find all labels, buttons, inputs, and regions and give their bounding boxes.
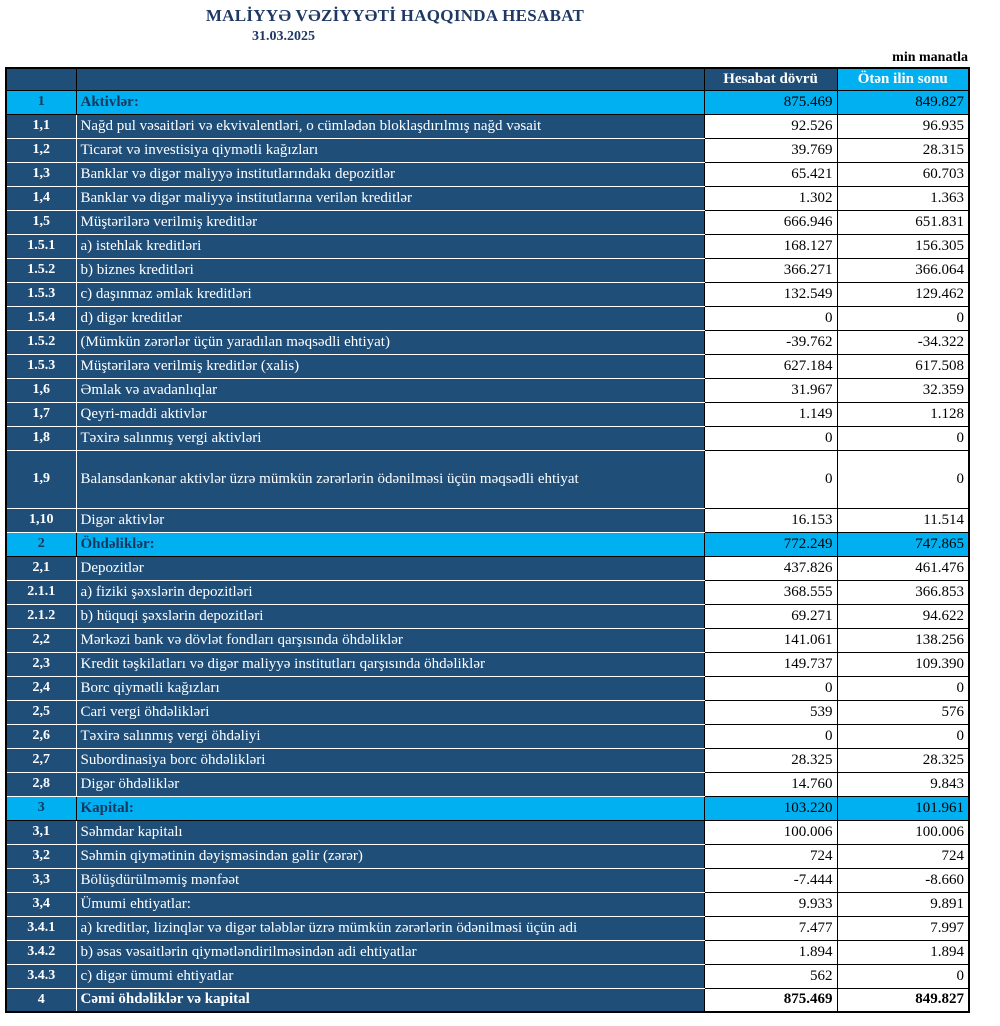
table-row: [6, 354, 969, 378]
report-date: 31.03.2025: [252, 29, 315, 44]
row-value-previous: 9.891: [837, 892, 969, 916]
table-row: [6, 234, 969, 258]
row-code: 3: [6, 796, 76, 820]
row-label: Kapital:: [76, 796, 704, 820]
row-label: Digər aktivlər: [76, 508, 704, 532]
row-label: c) digər ümumi ehtiyatlar: [76, 964, 704, 988]
row-code: 2.1.2: [6, 604, 76, 628]
row-value-previous: 747.865: [837, 532, 969, 556]
row-value-current: 1.149: [704, 402, 837, 426]
row-value-current: 69.271: [704, 604, 837, 628]
row-value-previous: 366.853: [837, 580, 969, 604]
row-code: 3.4.3: [6, 964, 76, 988]
row-code: 1,5: [6, 210, 76, 234]
table-row: [6, 724, 969, 748]
row-label: Əmlak və avadanlıqlar: [76, 378, 704, 402]
row-value-previous: 1.894: [837, 940, 969, 964]
table-row: [6, 282, 969, 306]
row-value-previous: 0: [837, 426, 969, 450]
row-value-previous: 617.508: [837, 354, 969, 378]
row-value-current: 875.469: [704, 90, 837, 114]
row-value-current: 7.477: [704, 916, 837, 940]
table-row: [6, 628, 969, 652]
row-label: Aktivlər:: [76, 90, 704, 114]
row-label: Digər öhdəliklər: [76, 772, 704, 796]
row-value-current: 168.127: [704, 234, 837, 258]
row-code: 1,3: [6, 162, 76, 186]
row-value-previous: 32.359: [837, 378, 969, 402]
row-code: 4: [6, 988, 76, 1012]
table-row: [6, 820, 969, 844]
row-value-current: 366.271: [704, 258, 837, 282]
row-value-current: 28.325: [704, 748, 837, 772]
row-code: 2,7: [6, 748, 76, 772]
row-value-current: 627.184: [704, 354, 837, 378]
row-label: Təxirə salınmış vergi aktivləri: [76, 426, 704, 450]
row-code: 3,3: [6, 868, 76, 892]
table-row: [6, 402, 969, 426]
row-value-current: 1.894: [704, 940, 837, 964]
row-value-current: 666.946: [704, 210, 837, 234]
table-row: [6, 844, 969, 868]
row-value-current: 0: [704, 306, 837, 330]
row-value-current: 0: [704, 676, 837, 700]
row-label: Nağd pul vəsaitləri və ekvivalentləri, o cümlədən bloklaşdırılmış nağd vəsait: [76, 114, 704, 138]
row-code: 2,2: [6, 628, 76, 652]
row-value-previous: 1.363: [837, 186, 969, 210]
row-code: 3.4.1: [6, 916, 76, 940]
unit-note: min manatla: [892, 50, 968, 65]
row-code: 1.5.1: [6, 234, 76, 258]
row-label: b) əsas vəsaitlərin qiymətləndirilməsindən adi ehtiyatlar: [76, 940, 704, 964]
financial-position-table: [5, 67, 970, 1013]
row-value-previous: 0: [837, 724, 969, 748]
row-value-previous: 94.622: [837, 604, 969, 628]
row-value-current: 1.302: [704, 186, 837, 210]
header-label-cell: [76, 68, 704, 90]
row-label: a) istehlak kreditləri: [76, 234, 704, 258]
row-value-previous: 0: [837, 676, 969, 700]
row-value-previous: 366.064: [837, 258, 969, 282]
table-row: [6, 138, 969, 162]
column-header-previous-period: Ötən ilin sonu: [837, 68, 969, 90]
table-row: [6, 652, 969, 676]
row-code: 2,4: [6, 676, 76, 700]
row-value-current: 65.421: [704, 162, 837, 186]
table-row: [6, 556, 969, 580]
table-row: [6, 450, 969, 508]
row-code: 1.5.4: [6, 306, 76, 330]
row-code: 1,6: [6, 378, 76, 402]
row-code: 1,2: [6, 138, 76, 162]
report-header: [0, 0, 1000, 67]
row-label: a) kreditlər, lizinqlər və digər tələblər üzrə mümkün zərərlərin ödənilməsi üçün adi: [76, 916, 704, 940]
row-label: Səhmdar kapitalı: [76, 820, 704, 844]
row-label: a) fiziki şəxslərin depozitləri: [76, 580, 704, 604]
table-row: [6, 258, 969, 282]
table-row: [6, 940, 969, 964]
row-code: 3,4: [6, 892, 76, 916]
table-row: [6, 796, 969, 820]
table-row: [6, 868, 969, 892]
table-row: [6, 306, 969, 330]
row-label: Borc qiymətli kağızları: [76, 676, 704, 700]
row-value-current: 132.549: [704, 282, 837, 306]
row-label: b) biznes kreditləri: [76, 258, 704, 282]
row-label: c) daşınmaz əmlak kreditləri: [76, 282, 704, 306]
row-code: 3,1: [6, 820, 76, 844]
row-value-current: 724: [704, 844, 837, 868]
row-label: d) digər kreditlər: [76, 306, 704, 330]
row-label: Cəmi öhdəliklər və kapital: [76, 988, 704, 1012]
table-row: [6, 114, 969, 138]
table-row: [6, 700, 969, 724]
row-value-previous: 576: [837, 700, 969, 724]
row-code: 1,8: [6, 426, 76, 450]
table-row: [6, 964, 969, 988]
table-row: [6, 210, 969, 234]
row-value-current: 562: [704, 964, 837, 988]
row-value-previous: 11.514: [837, 508, 969, 532]
row-value-current: 103.220: [704, 796, 837, 820]
row-value-current: 14.760: [704, 772, 837, 796]
table-row: [6, 580, 969, 604]
row-value-previous: 138.256: [837, 628, 969, 652]
row-label: Müştərilərə verilmiş kreditlər: [76, 210, 704, 234]
row-value-previous: 60.703: [837, 162, 969, 186]
row-code: 2,6: [6, 724, 76, 748]
row-value-previous: 28.325: [837, 748, 969, 772]
row-value-current: 149.737: [704, 652, 837, 676]
row-value-current: 368.555: [704, 580, 837, 604]
table-row: [6, 988, 969, 1012]
row-value-previous: 849.827: [837, 988, 969, 1012]
row-label: Banklar və digər maliyyə institutlarındakı depozitlər: [76, 162, 704, 186]
row-code: 2,5: [6, 700, 76, 724]
row-value-current: 16.153: [704, 508, 837, 532]
table-row: [6, 426, 969, 450]
table-row: [6, 330, 969, 354]
table-row: [6, 916, 969, 940]
row-label: Təxirə salınmış vergi öhdəliyi: [76, 724, 704, 748]
row-code: 1,1: [6, 114, 76, 138]
table-row: [6, 162, 969, 186]
row-code: 2: [6, 532, 76, 556]
table-header-row: [6, 68, 969, 90]
row-code: 1: [6, 90, 76, 114]
table-row: [6, 508, 969, 532]
row-code: 1,9: [6, 450, 76, 508]
row-code: 1,7: [6, 402, 76, 426]
row-value-current: 0: [704, 426, 837, 450]
row-code: 1,4: [6, 186, 76, 210]
row-value-current: 437.826: [704, 556, 837, 580]
row-label: Ümumi ehtiyatlar:: [76, 892, 704, 916]
table-row: [6, 676, 969, 700]
row-value-current: 539: [704, 700, 837, 724]
row-label: Ticarət və investisiya qiymətli kağızları: [76, 138, 704, 162]
table-row: [6, 186, 969, 210]
row-value-current: -39.762: [704, 330, 837, 354]
row-code: 2,8: [6, 772, 76, 796]
header-code-cell: [6, 68, 76, 90]
row-label: Öhdəliklər:: [76, 532, 704, 556]
row-value-previous: 0: [837, 450, 969, 508]
row-value-previous: 724: [837, 844, 969, 868]
row-label: Depozitlər: [76, 556, 704, 580]
row-value-previous: 100.006: [837, 820, 969, 844]
row-label: Banklar və digər maliyyə institutlarına verilən kreditlər: [76, 186, 704, 210]
row-value-previous: 461.476: [837, 556, 969, 580]
row-label: Bölüşdürülməmiş mənfəət: [76, 868, 704, 892]
row-code: 2,3: [6, 652, 76, 676]
table-row: [6, 772, 969, 796]
row-code: 1.5.2: [6, 258, 76, 282]
row-value-current: 9.933: [704, 892, 837, 916]
row-value-current: 0: [704, 450, 837, 508]
row-label: Səhmin qiymətinin dəyişməsindən gəlir (zərər): [76, 844, 704, 868]
row-label: Cari vergi öhdəlikləri: [76, 700, 704, 724]
column-header-current-period: Hesabat dövrü: [704, 68, 837, 90]
row-code: 1,10: [6, 508, 76, 532]
row-value-previous: 0: [837, 306, 969, 330]
table-row: [6, 604, 969, 628]
row-value-previous: 96.935: [837, 114, 969, 138]
row-code: 2.1.1: [6, 580, 76, 604]
row-value-current: -7.444: [704, 868, 837, 892]
row-code: 1.5.3: [6, 354, 76, 378]
row-label: Müştərilərə verilmiş kreditlər (xalis): [76, 354, 704, 378]
row-value-previous: 651.831: [837, 210, 969, 234]
row-value-previous: 0: [837, 964, 969, 988]
row-value-current: 0: [704, 724, 837, 748]
row-code: 3,2: [6, 844, 76, 868]
row-label: Subordinasiya borc öhdəlikləri: [76, 748, 704, 772]
row-value-previous: 156.305: [837, 234, 969, 258]
row-value-previous: 129.462: [837, 282, 969, 306]
row-code: 3.4.2: [6, 940, 76, 964]
row-value-current: 100.006: [704, 820, 837, 844]
row-value-current: 875.469: [704, 988, 837, 1012]
row-code: 2,1: [6, 556, 76, 580]
row-label: b) hüquqi şəxslərin depozitləri: [76, 604, 704, 628]
row-value-previous: 101.961: [837, 796, 969, 820]
row-value-previous: 849.827: [837, 90, 969, 114]
table-row: [6, 90, 969, 114]
row-value-previous: 9.843: [837, 772, 969, 796]
report-title: MALİYYƏ VƏZİYYƏTİ HAQQINDA HESABAT: [205, 6, 585, 25]
row-value-current: 39.769: [704, 138, 837, 162]
row-value-previous: 7.997: [837, 916, 969, 940]
row-value-previous: 1.128: [837, 402, 969, 426]
table-row: [6, 532, 969, 556]
row-code: 1.5.3: [6, 282, 76, 306]
row-value-previous: -8.660: [837, 868, 969, 892]
table-row: [6, 378, 969, 402]
row-value-previous: 109.390: [837, 652, 969, 676]
row-label: Kredit təşkilatları və digər maliyyə institutları qarşısında öhdəliklər: [76, 652, 704, 676]
row-value-current: 31.967: [704, 378, 837, 402]
row-code: 1.5.2: [6, 330, 76, 354]
table-body: [6, 90, 969, 1012]
row-value-current: 141.061: [704, 628, 837, 652]
table-row: [6, 748, 969, 772]
row-value-previous: -34.322: [837, 330, 969, 354]
row-value-previous: 28.315: [837, 138, 969, 162]
row-label: Qeyri-maddi aktivlər: [76, 402, 704, 426]
row-value-current: 772.249: [704, 532, 837, 556]
row-label: Balansdankənar aktivlər üzrə mümkün zərərlərin ödənilməsi üçün məqsədli ehtiyat: [76, 450, 704, 508]
table-row: [6, 892, 969, 916]
row-label: (Mümkün zərərlər üçün yaradılan məqsədli ehtiyat): [76, 330, 704, 354]
row-label: Mərkəzi bank və dövlət fondları qarşısında öhdəliklər: [76, 628, 704, 652]
row-value-current: 92.526: [704, 114, 837, 138]
